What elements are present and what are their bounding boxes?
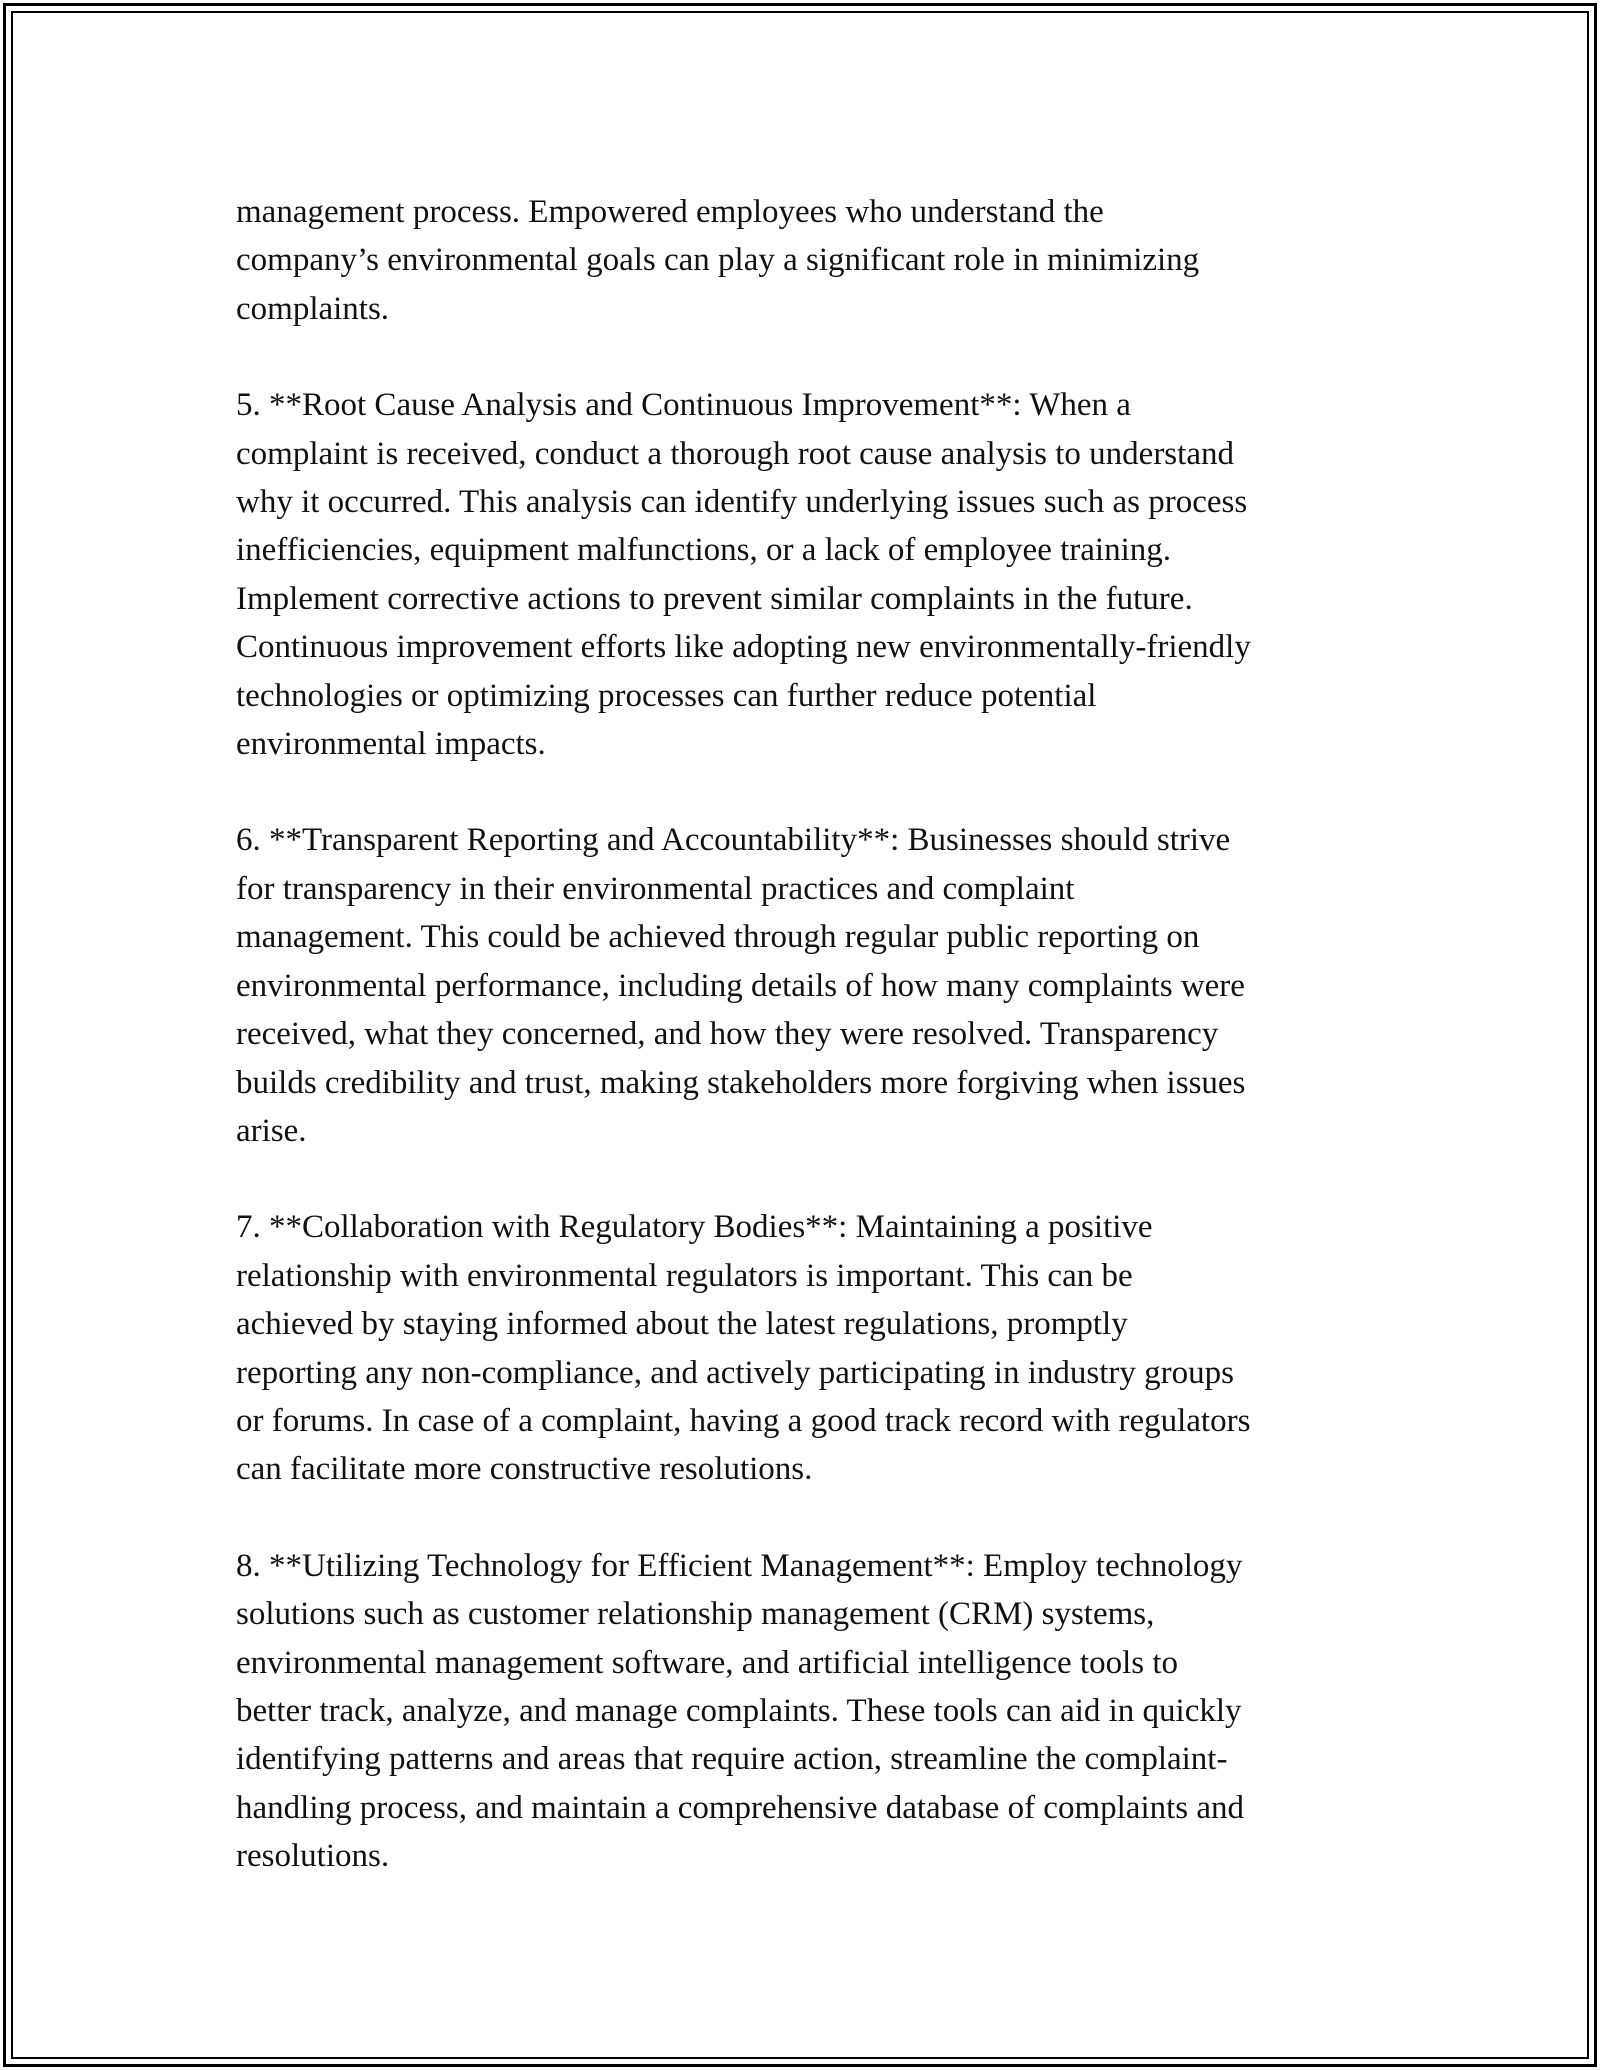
text-line: complaints. — [236, 290, 390, 327]
paragraph-item-7 — [236, 1203, 1396, 1493]
text-line: management process. Empowered employees who understand the — [236, 194, 1104, 230]
text-line: environmental impacts. — [236, 726, 546, 763]
text-line: environmental performance, including details of how many complaints were — [236, 967, 1245, 1004]
text-line: achieved by staying informed about the latest regulations, promptly — [236, 1306, 1128, 1343]
text-line: management. This could be achieved through regular public reporting on — [236, 919, 1200, 956]
text-line: for transparency in their environmental practices and complaint — [236, 870, 1075, 907]
text-line: Implement corrective actions to prevent similar complaints in the future. — [236, 580, 1193, 617]
text-line: builds credibility and trust, making stakeholders more forgiving when issues — [236, 1064, 1246, 1101]
text-line: arise. — [236, 1112, 307, 1149]
text-line: resolutions. — [236, 1838, 390, 1875]
text-line: 5. **Root Cause Analysis and Continuous Improvement**: When a — [236, 387, 1131, 424]
text-line: 7. **Collaboration with Regulatory Bodies**: Maintaining a positive — [236, 1209, 1153, 1246]
paragraph-item-5 — [236, 381, 1396, 768]
paragraph-item-6 — [236, 816, 1396, 1155]
text-line: solutions such as customer relationship management (CRM) systems, — [236, 1596, 1155, 1633]
paragraph-item-8 — [236, 1542, 1396, 1881]
text-line: relationship with environmental regulators is important. This can be — [236, 1257, 1133, 1294]
text-line: or forums. In case of a complaint, having a good track record with regulators — [236, 1402, 1251, 1439]
text-line: inefficiencies, equipment malfunctions, or a lack of employee training. — [236, 532, 1171, 569]
text-line: identifying patterns and areas that require action, streamline the complaint- — [236, 1741, 1228, 1778]
text-line: 6. **Transparent Reporting and Accountability**: Businesses should strive — [236, 822, 1231, 859]
text-line: received, what they concerned, and how they were resolved. Transparency — [236, 1016, 1219, 1053]
document-body — [236, 188, 1396, 1929]
text-line: can facilitate more constructive resolutions. — [236, 1451, 813, 1488]
text-line: better track, analyze, and manage complaints. These tools can aid in quickly — [236, 1692, 1242, 1729]
text-line: Continuous improvement efforts like adopting new environmentally-friendly — [236, 629, 1251, 666]
text-line: 8. **Utilizing Technology for Efficient Management**: Employ technology — [236, 1547, 1243, 1584]
text-line: technologies or optimizing processes can further reduce potential — [236, 677, 1097, 714]
text-line: complaint is received, conduct a thorough root cause analysis to understand — [236, 435, 1234, 472]
text-line: reporting any non-compliance, and actively participating in industry groups — [236, 1354, 1234, 1391]
text-line: environmental management software, and artificial intelligence tools to — [236, 1644, 1178, 1681]
text-line: company’s environmental goals can play a significant role in minimizing — [236, 242, 1200, 279]
text-line: why it occurred. This analysis can identify underlying issues such as process — [236, 484, 1248, 521]
text-line: handling process, and maintain a comprehensive database of complaints and — [236, 1789, 1245, 1826]
paragraph-intro-continuation — [236, 188, 1396, 333]
